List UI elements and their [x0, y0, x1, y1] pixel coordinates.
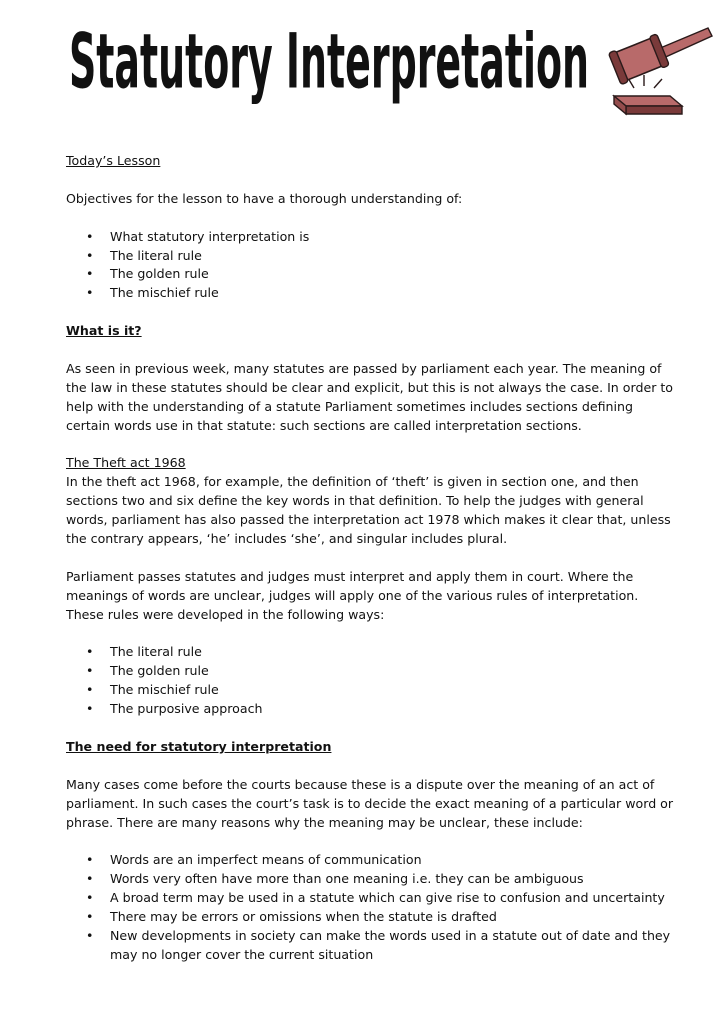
theft-act-heading: The Theft act 1968 — [66, 455, 186, 471]
what-is-it-paragraph: As seen in previous week, many statutes are passed by parliament each year. The meaning of the law in these statutes should be clear and explicit, but this is not always the case. In order to help with the understanding of a statute Parliament sometimes includes sections defining certain words use in that statute: such sections are called interpretation sections. — [66, 360, 674, 433]
list-item: • The literal rule — [66, 643, 678, 662]
objectives-intro: Objectives for the lesson to have a thorough understanding of: — [66, 190, 463, 206]
gavel-icon — [596, 18, 714, 118]
list-item: • There may be errors or omissions when the statute is drafted — [66, 908, 678, 927]
list-item: • A broad term may be used in a statute which can give rise to confusion and uncertainty — [66, 889, 678, 908]
theft-act-paragraph: In the theft act 1968, for example, the definition of ‘theft’ is given in section one, and then sections two and six define the key words in that definition. To help the judges with general words, parliament has also passed the interpretation act 1978 which makes it clear that, unless the contrary appears, ‘he’ includes ‘she’, and singular includes plural. — [66, 474, 671, 547]
document-body — [66, 152, 678, 984]
page-title-text: Statutory Interpretation — [69, 20, 590, 104]
list-item: • The mischief rule — [66, 681, 678, 700]
what-is-it-heading: What is it? — [66, 323, 142, 339]
list-item: • New developments in society can make the words used in a statute out of date and they may no longer cover the current situation — [66, 927, 678, 965]
list-item: • The mischief rule — [66, 284, 678, 303]
need-paragraph: Many cases come before the courts because these is a dispute over the meaning of an act of parliament. In such cases the court’s task is to decide the exact meaning of a particular word or phrase. There are many reasons why the meaning may be unclear, these include: — [66, 776, 674, 830]
rules-paragraph: Parliament passes statutes and judges must interpret and apply them in court. Where the meanings of words are unclear, judges will apply one of the various rules of interpretation. These rules were developed in the following ways: — [66, 568, 639, 622]
objectives-list — [66, 228, 678, 304]
reasons-list — [66, 851, 678, 964]
need-heading: The need for statutory interpretation — [66, 738, 332, 754]
rules-list — [66, 643, 678, 719]
page-title — [64, 20, 594, 104]
list-item: • The literal rule — [66, 247, 678, 266]
list-item: • Words very often have more than one meaning i.e. they can be ambiguous — [66, 870, 678, 889]
todays-lesson-heading: Today’s Lesson — [66, 153, 161, 168]
list-item: • What statutory interpretation is — [66, 228, 678, 247]
list-item: • Words are an imperfect means of communication — [66, 851, 678, 870]
list-item: • The golden rule — [66, 265, 678, 284]
list-item: • The purposive approach — [66, 700, 678, 719]
list-item: • The golden rule — [66, 662, 678, 681]
